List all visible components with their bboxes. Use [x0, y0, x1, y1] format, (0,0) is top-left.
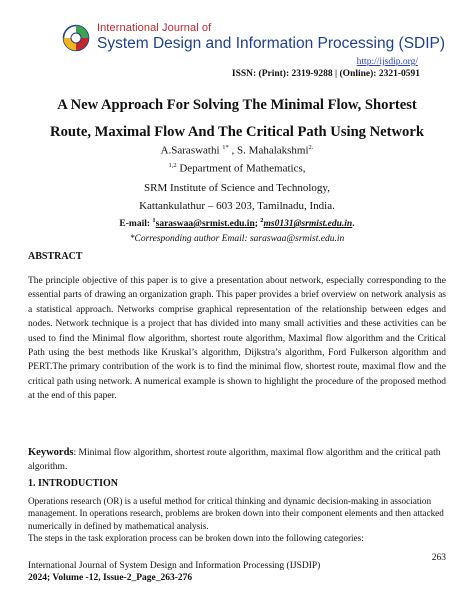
- department: Department of Mathematics,: [176, 162, 306, 175]
- journal-name: System Design and Information Processing (SDIP): [97, 35, 446, 52]
- journal-url-link[interactable]: http://ijsdip.org/: [356, 57, 418, 67]
- author-separator: ,: [228, 144, 238, 157]
- journal-name-prefix: International Journal of: [97, 22, 212, 34]
- author-2: S. Mahalakshmi: [237, 144, 309, 157]
- keywords-block: [28, 446, 446, 475]
- footer-citation: 2024; Volume -12, Issue-2_Page_263-276: [28, 573, 193, 583]
- introduction-body: [28, 495, 446, 545]
- email-end: .: [352, 219, 355, 230]
- issn-line: ISSN: (Print): 2319-9288 | (Online): 2321-0591: [231, 69, 420, 79]
- email-2-link[interactable]: ms0131@srmist.edu.in: [263, 219, 353, 230]
- keywords-label: Keywords: [28, 447, 74, 458]
- author-1: A.Saraswathi: [160, 144, 220, 157]
- author-1-affiliation: 1*: [222, 144, 229, 151]
- keywords-separator: :: [73, 448, 77, 458]
- email-separator: ;: [254, 219, 261, 230]
- email-label: E-mail:: [119, 219, 153, 230]
- email-1-affiliation: 1: [152, 217, 156, 224]
- email-1-link[interactable]: saraswaa@srmist.edu.in: [155, 219, 255, 230]
- page-number: 263: [431, 553, 446, 563]
- keywords-text: Minimal flow algorithm, shortest route algorithm, maximal flow algorithm and the critical path algorithm.: [28, 448, 441, 473]
- abstract-heading: ABSTRACT: [28, 251, 83, 262]
- address: Kattankulathur – 603 203, Tamilnadu, India.: [139, 200, 335, 212]
- introduction-paragraph-2: The steps in the task exploration process can be broken down into the following categories:: [28, 533, 364, 544]
- email-line: [40, 217, 434, 229]
- corresponding-author: *Corresponding author Email: saraswaa@srmist.edu.in: [129, 234, 345, 244]
- author-line: [40, 144, 434, 157]
- department-affiliation: 1,2: [168, 162, 177, 169]
- author-2-affiliation: 2.: [308, 144, 314, 151]
- introduction-heading: 1. INTRODUCTION: [28, 478, 119, 489]
- department-line: [40, 162, 434, 175]
- abstract-text: The principle objective of this paper is to give a presentation about network, especially corresponding to the essential parts of drawing an organization graph. This paper provides a brief overview on network analysis as a statistical approach. Networks comprise graphical representation of the relationship between edges and nodes. Network technique is a project that has divided into many small activities and these activities can be used to find the Minimal flow algorithm, shortest route algorithm, Maximal flow algorithm and the Critical Path using the best methods like Kruskal’s algorithm, Dijkstra’s algorithm, Ford Fulkerson algorithm and PERT.The primary contribution of the work is to find the minimal flow, shortest route, maximal flow and the critical path using network. A numerical example is shown to highlight the procedure of the proposed method at the end of this paper.: [28, 276, 446, 402]
- paper-title: A New Approach For Solving The Minimal Flow, Shortest Route, Maximal Flow And The Critical Path Using Network: [50, 97, 424, 140]
- institute: SRM Institute of Science and Technology,: [144, 182, 330, 194]
- journal-logo-icon: [62, 24, 90, 52]
- footer-journal: International Journal of System Design and Information Processing (IJSDIP): [28, 561, 321, 571]
- email-2-affiliation: 2: [260, 217, 264, 224]
- introduction-paragraph-1: Operations research (OR) is a useful method for critical thinking and dynamic decision-making in association management. In operations research, problems are broken down into their component elements and then attacked numerically in defined by mathematical analysis.: [28, 496, 444, 531]
